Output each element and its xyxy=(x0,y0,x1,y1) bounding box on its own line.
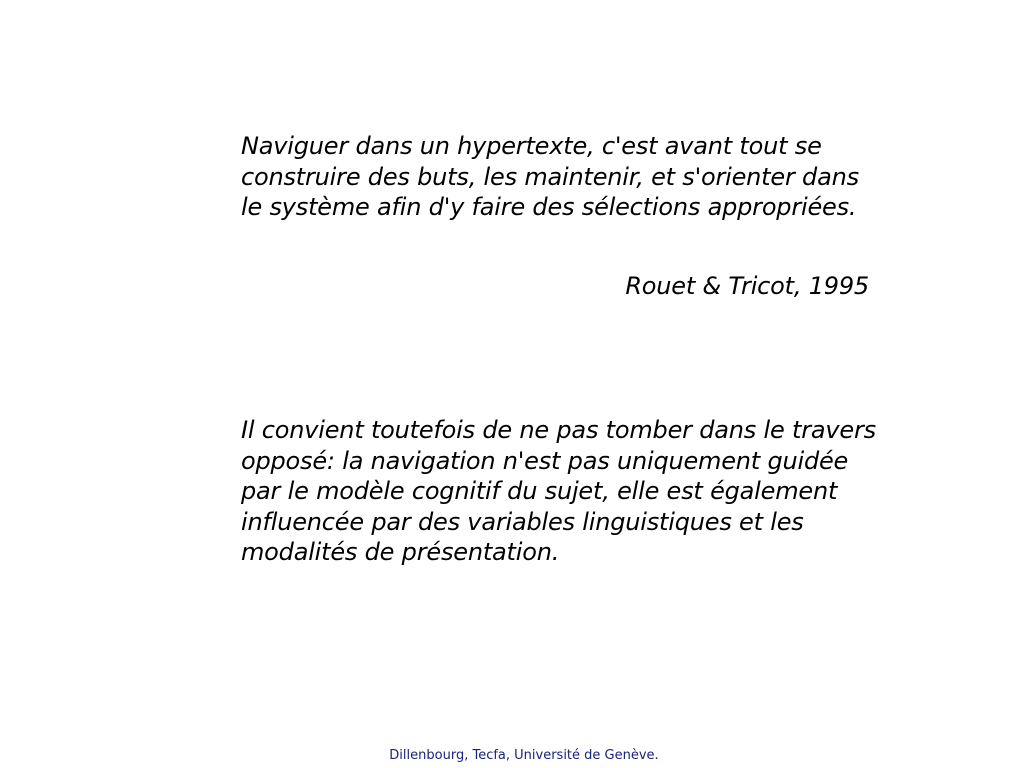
quote-navigation-goals: Naviguer dans un hypertexte, c'est avant tout se construire des buts, les maintenir, et s'orienter dans le système afin d'y faire des sélections appropriées. xyxy=(241,132,859,221)
quote-navigation-influences: Il convient toutefois de ne pas tomber dans le travers opposé: la navigation n'est pas uniquement guidée par le modèle cognitif du sujet, elle est également influencée par des variables linguistiques et les modalités de présentation. xyxy=(241,416,876,566)
slide-footer: Dillenbourg, Tecfa, Université de Genève. xyxy=(389,748,659,763)
citation-rouet-tricot: Rouet & Tricot, 1995 xyxy=(625,272,869,300)
